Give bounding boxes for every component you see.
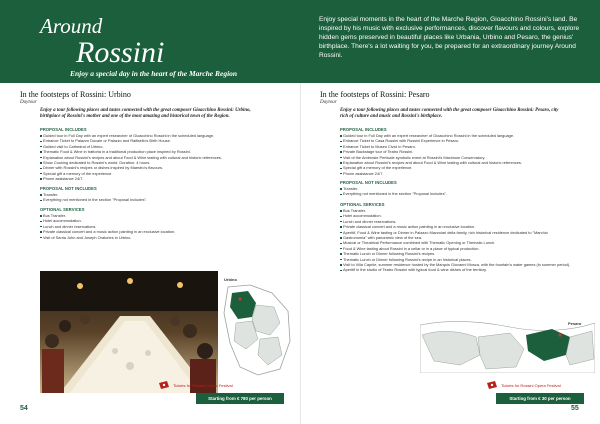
list-item: Transfer. xyxy=(40,192,147,197)
list-item: Hotel accommodation. xyxy=(340,213,570,218)
ticket-info[interactable] xyxy=(158,380,233,390)
optional-heading: OPTIONAL SERVICES xyxy=(40,207,85,212)
list-item: Explanation about Rossini's recipes and about Food & Wine tasting with cultural and historic references. xyxy=(340,160,522,165)
list-item: Gastronomia" with panoramic view of the sea. xyxy=(340,235,570,240)
optional-heading: OPTIONAL SERVICES xyxy=(340,202,385,207)
list-item: Everything not mentioned in the section "Proposal Includes". xyxy=(40,197,147,202)
list-item: Visit of Santa John and Joseph Oratories in Urbino. xyxy=(40,235,175,240)
intro-text: Enjoy special moments in the heart of the Marche Region, Gioacchino Rossini's land. Be inspired by his music with exclusive performances, discover flavours and colours, explore hidden gems preserved in beautiful places like Urbania, Urbino and Pesaro, the genius' birthplace. There's a lot waiting for you, be prepared for an extraordinary journey Around Rossini. xyxy=(319,16,580,59)
ticket-text: Tickets for Rossini Opera Festival xyxy=(173,382,233,388)
included-list xyxy=(40,133,222,182)
list-item: Special gift a memory of the experience. xyxy=(340,165,522,170)
title-rossini: Rossini xyxy=(76,36,165,69)
list-item: Guided tour in Full Day with an expert researcher of Gioacchino Rossini in the scheduled language. xyxy=(40,133,222,138)
list-item: Thematic Lunch or Dinner following Rossini's recipe in an historical places. xyxy=(340,257,570,262)
list-item: Show Cooking dedicated to Rossini's world. Duration: 4 hours. xyxy=(40,160,222,165)
list-item: Hotel accommodation. xyxy=(40,218,175,223)
duration-label: Daytour xyxy=(20,100,37,105)
list-item: Guided visit to Cathedral of Urbino. xyxy=(40,144,222,149)
list-item: Entrance Ticket to Casa Rossini with Rossini Experience in Pesaro. xyxy=(340,138,522,143)
list-item: Lunch and dinner reservations. xyxy=(40,224,175,229)
list-item: Phone assistance 24/7. xyxy=(340,171,522,176)
list-item: Dinner with Rossini's recipes or dishes inspired by Maestro's flavours. xyxy=(40,165,222,170)
duration-label: Daytour xyxy=(320,100,337,105)
header-banner xyxy=(0,0,600,83)
page-pesaro xyxy=(300,83,600,424)
list-item: Visit to Villa Caprile, summer residence hosted by the Marquis Giovanni Mosca, with the fountain's water games (in summer period). xyxy=(340,262,570,267)
not-included-heading: PROPOSAL NOT INCLUDES xyxy=(40,186,97,191)
list-item: Lunch and dinner reservations. xyxy=(340,219,570,224)
title-around: Around xyxy=(40,14,103,38)
ticket-icon xyxy=(158,380,170,390)
optional-list xyxy=(340,208,570,273)
list-item: Aperitif in the studio of Teatro Rossini with typical food & wine dishes of the territory. xyxy=(340,267,570,272)
dinner-photo xyxy=(40,271,218,393)
section-intro: Enjoy a tour following places and tastes connected with the great composer Gioacchino Rossini: Pesaro, city rich of culture and music and Rossini's birthplace. xyxy=(340,108,559,120)
list-item: Visit of the Ambrosie Perticale symbolic event at Rossini's Maximum Conservatory. xyxy=(340,155,522,160)
list-item: Phone assistance 24/7. xyxy=(40,176,222,181)
included-list xyxy=(340,133,522,176)
list-item: Entrance Ticket to Palazzo Ducale or Palazzo and Raffaello's Birth House. xyxy=(40,138,222,143)
not-included-list xyxy=(40,192,147,203)
section-title: In the footsteps of Rossini: Urbino xyxy=(20,90,131,99)
map-label: Urbino xyxy=(224,277,237,282)
list-item: Aperitif, Food & Wine tasting or Dinner in Palazzo Mazzolari della family, rich historical residence dedicated to "Marchio xyxy=(340,230,570,235)
page-number: 54 xyxy=(20,405,28,412)
list-item: Private classical concert and a music action painting in an exclusive location. xyxy=(40,229,175,234)
optional-list xyxy=(40,213,175,240)
list-item: Food & Wine tasting about Rossini in a cellar or in a place of typical production. xyxy=(340,246,570,251)
list-item: Thematic Food & Wine in trattoria in a traditional production place inspired by Rossini. xyxy=(40,149,222,154)
included-heading: PROPOSAL INCLUDES xyxy=(40,127,87,132)
list-item: Private Backstage tour of Teatro Rossini. xyxy=(340,149,522,154)
ticket-text: Tickets for Rossini Opera Festival xyxy=(501,382,561,388)
map-label: Pesaro xyxy=(568,321,582,326)
not-included-heading: PROPOSAL NOT INCLUDES xyxy=(340,180,397,185)
price-button[interactable]: Starting from € 30 per person xyxy=(496,393,584,404)
ticket-icon xyxy=(486,380,498,390)
ticket-info[interactable] xyxy=(486,380,561,390)
list-item: Transfer. xyxy=(340,186,447,191)
section-title: In the footsteps of Rossini: Pesaro xyxy=(320,90,430,99)
subtitle: Enjoy a special day in the heart of the Marche Region xyxy=(70,69,238,78)
list-item: Thematic Lunch or Dinner following Rossini's recipes. xyxy=(340,251,570,256)
list-item: Explanation about Rossini's recipes and about Food & Wine tasting with cultural and historic references. xyxy=(40,155,222,160)
list-item: Special gift a memory of the experience. xyxy=(40,171,222,176)
included-heading: PROPOSAL INCLUDES xyxy=(340,127,387,132)
section-intro: Enjoy a tour following places and tastes connected with the great composer Gioacchino Rossini: Urbino, birthplace of Rossini's mother and one of the most amazing and historical town of the Region. xyxy=(40,108,251,120)
list-item: Entrance Ticket to Museo Civici in Pesaro. xyxy=(340,144,522,149)
page-urbino xyxy=(0,83,300,424)
region-map-urbino xyxy=(222,283,292,377)
price-button[interactable]: Starting from € 780 per person xyxy=(196,393,284,404)
list-item: Private classical concert and a music action painting in an exclusive location. xyxy=(340,224,570,229)
not-included-list xyxy=(340,186,447,197)
list-item: Bus Transfer. xyxy=(340,208,570,213)
list-item: Musical or Theatrical Performance combined with Thematic Opening or Thematic Lunch. xyxy=(340,240,570,245)
page-number: 55 xyxy=(571,405,579,412)
list-item: Bus Transfer. xyxy=(40,213,175,218)
list-item: Everything not mentioned in the section "Proposal Includes". xyxy=(340,191,447,196)
list-item: Guided tour in Full Day with an expert researcher of Gioacchino Rossini in the scheduled language. xyxy=(340,133,522,138)
